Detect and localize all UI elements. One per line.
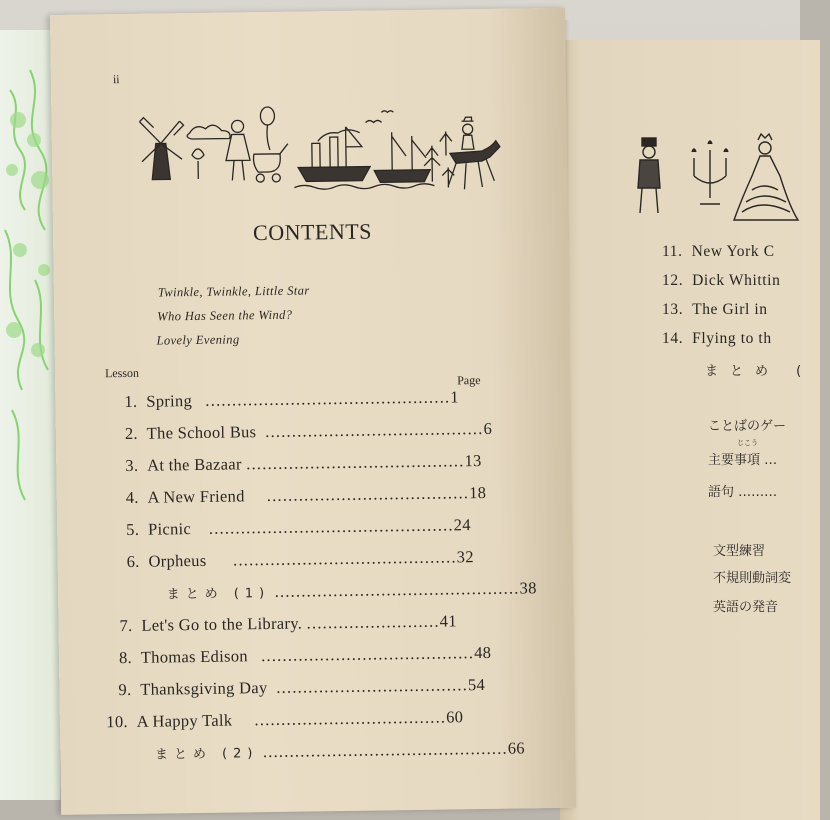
page-column-header: Page [457,373,481,388]
furigana: じこう [737,439,758,447]
toc-entry: 6. Orpheus ..........................................32 [126,547,474,571]
right-toc-entry: 13. The Girl in [662,301,768,318]
toc-entry: 5. Picnic ..............................................24 [126,515,471,539]
page-title: CONTENTS [252,218,373,246]
lesson-column-header: Lesson [104,365,140,381]
poem-title: Who Has Seen the Wind? [157,307,293,324]
appendix-item: ことばのゲー [708,419,787,434]
right-toc-entry: 14. Flying to th [662,330,772,347]
toc-entry: 8. Thomas Edison ........................................48 [118,642,492,668]
appendix-item: 主要事項 … [708,453,778,468]
right-page [560,40,820,820]
appendix-item: 語句 ……… [708,485,778,500]
toc-entry: 4. A New Friend ......................................18 [125,482,487,507]
right-page-illustration [630,128,830,228]
page-number: ii [112,72,120,87]
toc-entry: 9. Thanksgiving Day ....................................54 [118,674,486,700]
left-page [50,8,576,815]
header-illustration [129,95,500,210]
right-toc-entry: 12. Dick Whittin [662,272,781,289]
toc-summary: まとめ (2) ..............................................66 [154,738,526,763]
appendix-item: 英語の発音 [713,600,779,615]
right-toc-entry: 11. New York C [662,243,775,260]
toc-entry: 10. A Happy Talk ....................................60 [106,707,464,732]
toc-summary: まとめ (1) ..............................................38 [166,578,537,603]
appendix-item: 不規則動詞変 [713,571,792,586]
right-toc-summary: まとめ ( [705,364,814,379]
toc-entry: 1. Spring ..............................................1 [124,387,459,411]
toc-entry: 2. The School Bus .........................................6 [124,418,493,443]
poem-title: Twinkle, Twinkle, Little Star [157,283,310,300]
appendix-item: 文型練習 [713,544,766,559]
toc-entry: 7. Let's Go to the Library. .........................41 [119,611,457,636]
poem-title: Lovely Evening [156,332,240,348]
toc-entry: 3. At the Bazaar .........................................13 [125,451,482,475]
